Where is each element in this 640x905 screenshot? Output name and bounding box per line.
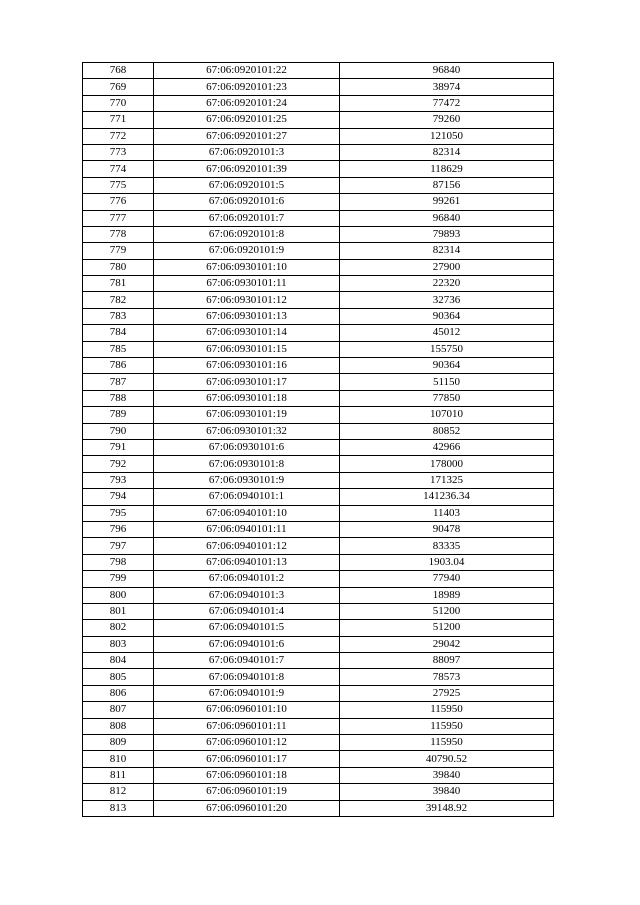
table-row bbox=[83, 800, 554, 816]
row-number-cell: 803 bbox=[83, 636, 154, 652]
table-row bbox=[83, 636, 554, 652]
row-number-cell: 804 bbox=[83, 653, 154, 669]
cadastral-number-cell: 67:06:0940101:5 bbox=[154, 620, 340, 636]
value-cell: 1903.04 bbox=[340, 554, 554, 570]
table-row bbox=[83, 276, 554, 292]
cadastral-number-cell: 67:06:0960101:20 bbox=[154, 800, 340, 816]
value-cell: 83335 bbox=[340, 538, 554, 554]
row-number-cell: 796 bbox=[83, 521, 154, 537]
value-cell: 39840 bbox=[340, 767, 554, 783]
row-number-cell: 807 bbox=[83, 702, 154, 718]
table-row bbox=[83, 243, 554, 259]
value-cell: 115950 bbox=[340, 735, 554, 751]
value-cell: 87156 bbox=[340, 177, 554, 193]
row-number-cell: 787 bbox=[83, 374, 154, 390]
row-number-cell: 781 bbox=[83, 276, 154, 292]
cadastral-number-cell: 67:06:0930101:11 bbox=[154, 276, 340, 292]
value-cell: 29042 bbox=[340, 636, 554, 652]
cadastral-number-cell: 67:06:0930101:19 bbox=[154, 407, 340, 423]
row-number-cell: 797 bbox=[83, 538, 154, 554]
value-cell: 178000 bbox=[340, 456, 554, 472]
row-number-cell: 802 bbox=[83, 620, 154, 636]
row-number-cell: 783 bbox=[83, 308, 154, 324]
table-row bbox=[83, 390, 554, 406]
cadastral-number-cell: 67:06:0960101:12 bbox=[154, 735, 340, 751]
row-number-cell: 798 bbox=[83, 554, 154, 570]
cadastral-number-cell: 67:06:0940101:7 bbox=[154, 653, 340, 669]
value-cell: 39148.92 bbox=[340, 800, 554, 816]
row-number-cell: 811 bbox=[83, 767, 154, 783]
cadastral-number-cell: 67:06:0930101:9 bbox=[154, 472, 340, 488]
value-cell: 51200 bbox=[340, 603, 554, 619]
cadastral-number-cell: 67:06:0960101:11 bbox=[154, 718, 340, 734]
row-number-cell: 771 bbox=[83, 112, 154, 128]
row-number-cell: 794 bbox=[83, 489, 154, 505]
cadastral-number-cell: 67:06:0920101:25 bbox=[154, 112, 340, 128]
cadastral-number-cell: 67:06:0930101:18 bbox=[154, 390, 340, 406]
row-number-cell: 809 bbox=[83, 735, 154, 751]
cadastral-number-cell: 67:06:0940101:13 bbox=[154, 554, 340, 570]
cadastral-number-cell: 67:06:0960101:18 bbox=[154, 767, 340, 783]
cadastral-number-cell: 67:06:0920101:6 bbox=[154, 194, 340, 210]
cadastral-number-cell: 67:06:0920101:8 bbox=[154, 226, 340, 242]
row-number-cell: 775 bbox=[83, 177, 154, 193]
cadastral-number-cell: 67:06:0960101:10 bbox=[154, 702, 340, 718]
table-row bbox=[83, 603, 554, 619]
table-row bbox=[83, 472, 554, 488]
value-cell: 27925 bbox=[340, 685, 554, 701]
value-cell: 107010 bbox=[340, 407, 554, 423]
cadastral-number-cell: 67:06:0930101:12 bbox=[154, 292, 340, 308]
table-row bbox=[83, 226, 554, 242]
cadastral-number-cell: 67:06:0940101:10 bbox=[154, 505, 340, 521]
row-number-cell: 786 bbox=[83, 358, 154, 374]
table-row bbox=[83, 751, 554, 767]
value-cell: 18989 bbox=[340, 587, 554, 603]
cadastral-number-cell: 67:06:0960101:17 bbox=[154, 751, 340, 767]
table-row bbox=[83, 423, 554, 439]
cadastral-number-cell: 67:06:0940101:6 bbox=[154, 636, 340, 652]
table-row bbox=[83, 718, 554, 734]
cadastral-number-cell: 67:06:0930101:15 bbox=[154, 341, 340, 357]
value-cell: 141236.34 bbox=[340, 489, 554, 505]
row-number-cell: 790 bbox=[83, 423, 154, 439]
value-cell: 118629 bbox=[340, 161, 554, 177]
table-row bbox=[83, 95, 554, 111]
value-cell: 22320 bbox=[340, 276, 554, 292]
row-number-cell: 777 bbox=[83, 210, 154, 226]
table-row bbox=[83, 374, 554, 390]
value-cell: 32736 bbox=[340, 292, 554, 308]
row-number-cell: 769 bbox=[83, 79, 154, 95]
cadastral-number-cell: 67:06:0930101:17 bbox=[154, 374, 340, 390]
table-row bbox=[83, 79, 554, 95]
value-cell: 115950 bbox=[340, 702, 554, 718]
row-number-cell: 773 bbox=[83, 144, 154, 160]
value-cell: 79260 bbox=[340, 112, 554, 128]
table-row bbox=[83, 702, 554, 718]
value-cell: 51150 bbox=[340, 374, 554, 390]
row-number-cell: 779 bbox=[83, 243, 154, 259]
table-row bbox=[83, 538, 554, 554]
table-row bbox=[83, 685, 554, 701]
value-cell: 96840 bbox=[340, 210, 554, 226]
table-row bbox=[83, 456, 554, 472]
table-row bbox=[83, 177, 554, 193]
cadastral-number-cell: 67:06:0920101:24 bbox=[154, 95, 340, 111]
table-row bbox=[83, 358, 554, 374]
row-number-cell: 770 bbox=[83, 95, 154, 111]
value-cell: 90478 bbox=[340, 521, 554, 537]
table-row bbox=[83, 669, 554, 685]
row-number-cell: 805 bbox=[83, 669, 154, 685]
table-row bbox=[83, 587, 554, 603]
row-number-cell: 791 bbox=[83, 439, 154, 455]
value-cell: 121050 bbox=[340, 128, 554, 144]
table-row bbox=[83, 554, 554, 570]
value-cell: 38974 bbox=[340, 79, 554, 95]
table-row bbox=[83, 489, 554, 505]
table-row bbox=[83, 194, 554, 210]
cadastral-number-cell: 67:06:0930101:8 bbox=[154, 456, 340, 472]
cadastral-number-cell: 67:06:0920101:9 bbox=[154, 243, 340, 259]
cadastral-number-cell: 67:06:0940101:11 bbox=[154, 521, 340, 537]
table-row bbox=[83, 620, 554, 636]
row-number-cell: 782 bbox=[83, 292, 154, 308]
row-number-cell: 778 bbox=[83, 226, 154, 242]
table-row bbox=[83, 571, 554, 587]
row-number-cell: 784 bbox=[83, 325, 154, 341]
cadastral-number-cell: 67:06:0920101:39 bbox=[154, 161, 340, 177]
value-cell: 88097 bbox=[340, 653, 554, 669]
cadastral-number-cell: 67:06:0920101:27 bbox=[154, 128, 340, 144]
cadastral-number-cell: 67:06:0940101:2 bbox=[154, 571, 340, 587]
value-cell: 27900 bbox=[340, 259, 554, 275]
row-number-cell: 772 bbox=[83, 128, 154, 144]
row-number-cell: 785 bbox=[83, 341, 154, 357]
table-row bbox=[83, 112, 554, 128]
cadastral-number-cell: 67:06:0940101:9 bbox=[154, 685, 340, 701]
value-cell: 99261 bbox=[340, 194, 554, 210]
value-cell: 96840 bbox=[340, 63, 554, 79]
table-row bbox=[83, 308, 554, 324]
value-cell: 82314 bbox=[340, 144, 554, 160]
value-cell: 78573 bbox=[340, 669, 554, 685]
row-number-cell: 793 bbox=[83, 472, 154, 488]
row-number-cell: 800 bbox=[83, 587, 154, 603]
cadastral-number-cell: 67:06:0960101:19 bbox=[154, 784, 340, 800]
value-cell: 155750 bbox=[340, 341, 554, 357]
table-row bbox=[83, 161, 554, 177]
row-number-cell: 774 bbox=[83, 161, 154, 177]
table-row bbox=[83, 653, 554, 669]
cadastral-number-cell: 67:06:0940101:4 bbox=[154, 603, 340, 619]
cadastral-number-cell: 67:06:0920101:23 bbox=[154, 79, 340, 95]
cadastral-number-cell: 67:06:0930101:16 bbox=[154, 358, 340, 374]
cadastral-number-cell: 67:06:0940101:12 bbox=[154, 538, 340, 554]
row-number-cell: 813 bbox=[83, 800, 154, 816]
table-body bbox=[83, 63, 554, 817]
cadastral-number-cell: 67:06:0920101:3 bbox=[154, 144, 340, 160]
table-row bbox=[83, 735, 554, 751]
cadastral-number-cell: 67:06:0930101:10 bbox=[154, 259, 340, 275]
row-number-cell: 776 bbox=[83, 194, 154, 210]
value-cell: 90364 bbox=[340, 308, 554, 324]
row-number-cell: 808 bbox=[83, 718, 154, 734]
cadastral-number-cell: 67:06:0930101:32 bbox=[154, 423, 340, 439]
value-cell: 115950 bbox=[340, 718, 554, 734]
value-cell: 39840 bbox=[340, 784, 554, 800]
cadastral-value-table bbox=[82, 62, 554, 817]
row-number-cell: 812 bbox=[83, 784, 154, 800]
cadastral-number-cell: 67:06:0920101:7 bbox=[154, 210, 340, 226]
table-row bbox=[83, 259, 554, 275]
row-number-cell: 780 bbox=[83, 259, 154, 275]
table-row bbox=[83, 63, 554, 79]
row-number-cell: 789 bbox=[83, 407, 154, 423]
row-number-cell: 795 bbox=[83, 505, 154, 521]
table-row bbox=[83, 341, 554, 357]
value-cell: 171325 bbox=[340, 472, 554, 488]
cadastral-number-cell: 67:06:0930101:14 bbox=[154, 325, 340, 341]
row-number-cell: 792 bbox=[83, 456, 154, 472]
cadastral-number-cell: 67:06:0940101:8 bbox=[154, 669, 340, 685]
value-cell: 82314 bbox=[340, 243, 554, 259]
cadastral-number-cell: 67:06:0930101:13 bbox=[154, 308, 340, 324]
value-cell: 40790.52 bbox=[340, 751, 554, 767]
cadastral-number-cell: 67:06:0940101:1 bbox=[154, 489, 340, 505]
table-row bbox=[83, 144, 554, 160]
row-number-cell: 768 bbox=[83, 63, 154, 79]
row-number-cell: 806 bbox=[83, 685, 154, 701]
value-cell: 45012 bbox=[340, 325, 554, 341]
value-cell: 42966 bbox=[340, 439, 554, 455]
row-number-cell: 799 bbox=[83, 571, 154, 587]
value-cell: 79893 bbox=[340, 226, 554, 242]
table-row bbox=[83, 439, 554, 455]
table-row bbox=[83, 210, 554, 226]
row-number-cell: 810 bbox=[83, 751, 154, 767]
value-cell: 77940 bbox=[340, 571, 554, 587]
table-row bbox=[83, 521, 554, 537]
cadastral-number-cell: 67:06:0920101:5 bbox=[154, 177, 340, 193]
value-cell: 11403 bbox=[340, 505, 554, 521]
row-number-cell: 801 bbox=[83, 603, 154, 619]
table-row bbox=[83, 784, 554, 800]
value-cell: 90364 bbox=[340, 358, 554, 374]
table-row bbox=[83, 407, 554, 423]
cadastral-number-cell: 67:06:0940101:3 bbox=[154, 587, 340, 603]
value-cell: 51200 bbox=[340, 620, 554, 636]
table-row bbox=[83, 325, 554, 341]
value-cell: 77472 bbox=[340, 95, 554, 111]
value-cell: 77850 bbox=[340, 390, 554, 406]
table-row bbox=[83, 128, 554, 144]
row-number-cell: 788 bbox=[83, 390, 154, 406]
cadastral-number-cell: 67:06:0920101:22 bbox=[154, 63, 340, 79]
table-row bbox=[83, 292, 554, 308]
table-row bbox=[83, 767, 554, 783]
cadastral-number-cell: 67:06:0930101:6 bbox=[154, 439, 340, 455]
table-row bbox=[83, 505, 554, 521]
value-cell: 80852 bbox=[340, 423, 554, 439]
